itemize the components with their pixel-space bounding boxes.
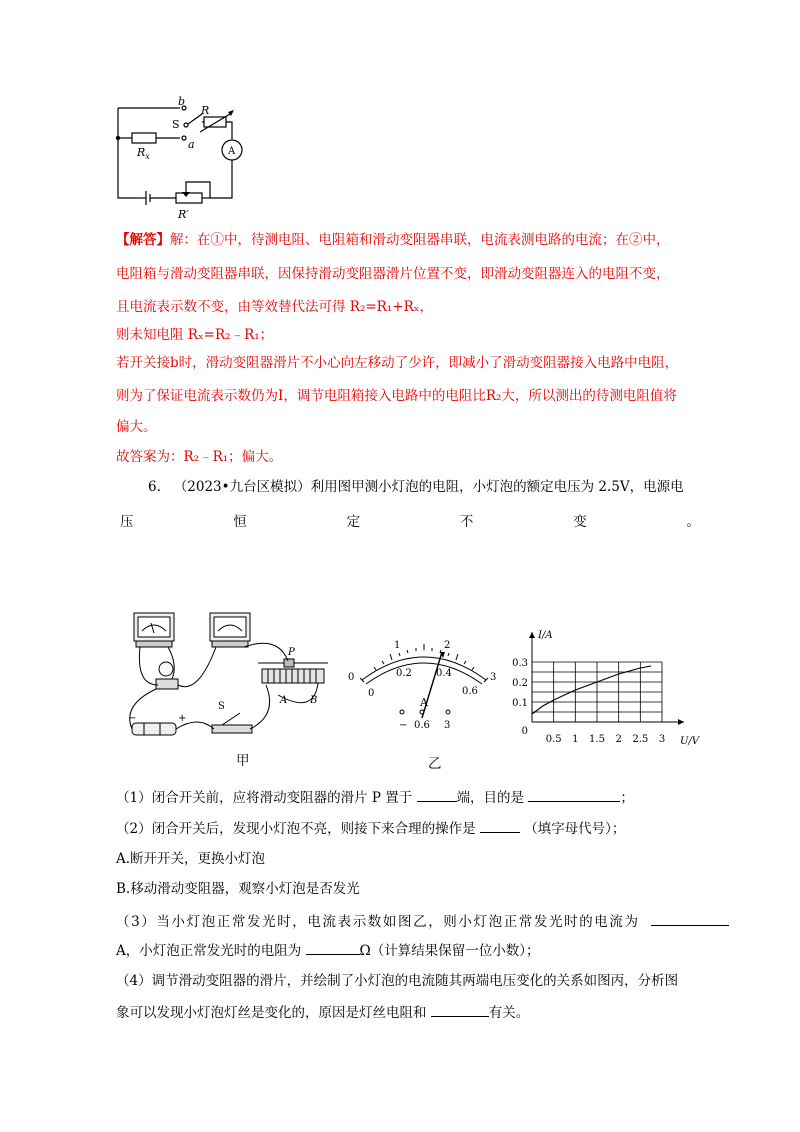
q4-text-b: 象可以发现小灯泡灯丝是变化的，原因是灯丝电阻和 <box>116 1005 427 1021</box>
question-6-line-2 <box>120 510 700 530</box>
q1-text-b: 端，目的是 <box>456 790 525 806</box>
subquestion-1 <box>116 787 634 808</box>
label-s-switch: S <box>218 701 225 712</box>
dial-top-label-3: 3 <box>490 672 497 683</box>
q3-text-c: Ω（计算结果保留一位小数）； <box>359 943 540 959</box>
answer-blank-4[interactable] <box>651 911 729 926</box>
iu-curve <box>532 666 651 714</box>
x-tick-label: 1 <box>572 734 579 745</box>
label-plus: + <box>178 713 187 724</box>
y-tick-label: 0.3 <box>512 658 528 669</box>
x-axis-label: U/V <box>680 736 700 747</box>
q6-char: 不 <box>459 514 474 530</box>
question-number: 6. <box>148 479 161 495</box>
label-rprime: R′ <box>178 208 189 221</box>
y-axis-label: I/A <box>538 630 553 641</box>
option-b: B.移动滑动变阻器，观察小灯泡是否发光 <box>116 881 360 897</box>
q4-text-c: 有关。 <box>488 1005 530 1021</box>
answer-line-3: 且电流表示数不变，由等效替代法可得 R₂=R₁+Rₓ， <box>116 299 433 315</box>
terminal-3: 3 <box>444 720 451 731</box>
answer-tag: 【解答】 <box>116 232 170 248</box>
x-tick-label: 2.5 <box>632 734 649 745</box>
figure-yi-ammeter-dial <box>344 632 504 732</box>
q6-char: 。 <box>686 514 700 530</box>
answer-line-4: 则未知电阻 Rₓ=R₂﹣R₁； <box>116 327 274 343</box>
dial-unit: A <box>420 696 428 709</box>
label-b-terminal: B <box>310 695 318 706</box>
dial-top-label-1: 1 <box>394 640 401 651</box>
q1-text-c: ； <box>620 790 634 806</box>
label-minus: − <box>128 713 137 724</box>
label-a-terminal: A <box>280 695 288 706</box>
answer-line-7: 偏大。 <box>116 419 157 435</box>
answer-line-6: 则为了保证电流表示数仍为I，调节电阻箱接入电路中的电阻比R₂大，所以测出的待测电阻值将 <box>116 388 677 404</box>
answer-blank-1[interactable] <box>417 787 457 802</box>
ammeter-label: A <box>228 146 236 157</box>
q2-text-a: （2）闭合开关后，发现小灯泡不亮，则接下来合理的操作是 <box>116 821 476 837</box>
label-p: P <box>288 647 295 658</box>
subquestion-3-line-2 <box>116 940 540 961</box>
answer-line-5: 若开关接b时，滑动变阻器滑片不小心向左移动了少许，即减小了滑动变阻器接入电路中电阻， <box>116 355 679 371</box>
answer-blank-5[interactable] <box>306 940 360 955</box>
label-s: S <box>172 118 180 131</box>
terminal-0-6: 0.6 <box>414 720 430 731</box>
answer-blank-6[interactable] <box>431 1002 489 1017</box>
x-tick-label: 2 <box>615 734 622 745</box>
label-b: b <box>178 95 186 108</box>
subquestion-4-line-2 <box>116 1002 529 1023</box>
q2-text-b: （填字母代号）； <box>524 821 626 837</box>
q6-char: 压 <box>120 514 134 530</box>
dial-bottom-label-3: 0.6 <box>462 686 478 697</box>
q3-text-a: （3）当小灯泡正常发光时，电流表示数如图乙，则小灯泡正常发光时的电流为 <box>116 914 640 930</box>
q6-char: 定 <box>346 514 361 530</box>
x-tick-label: 1.5 <box>589 734 605 745</box>
terminal-minus: − <box>399 720 408 731</box>
dial-bottom-label-2: 0.4 <box>436 668 452 679</box>
caption-yi: 乙 <box>428 756 442 772</box>
figure-bing-iu-graph <box>506 622 706 752</box>
subquestion-4-line-1: （4）调节滑动变阻器的滑片，并绘制了小灯泡的电流随其两端电压变化的关系如图丙，分析图 <box>116 973 679 989</box>
label-r: R <box>201 104 210 117</box>
x-tick-label: 3 <box>658 734 666 745</box>
circuit-diagram-substitution <box>110 92 250 222</box>
question-6-line-1 <box>148 477 684 497</box>
option-a: A.断开开关，更换小灯泡 <box>116 851 266 867</box>
y-tick-label: 0.2 <box>512 678 528 689</box>
answer-blank-3[interactable] <box>480 818 520 833</box>
dial-bottom-label-0: 0 <box>368 688 375 699</box>
answer-blank-2[interactable] <box>528 787 620 802</box>
answer-line-1 <box>116 230 670 250</box>
caption-jia: 甲 <box>236 753 250 769</box>
label-rx: $R_x$ <box>137 146 150 161</box>
answer-line-8: 故答案为：R₂﹣R₁；偏大。 <box>116 449 283 465</box>
subquestion-3-line-1 <box>116 911 729 932</box>
dial-bottom-label-1: 0.2 <box>396 668 412 679</box>
y-axis-arrow <box>529 632 535 638</box>
x-axis-arrow <box>678 719 684 725</box>
q6-char: 恒 <box>233 514 247 530</box>
y-tick-label: 0.1 <box>512 698 528 709</box>
q6-char: 变 <box>573 514 587 530</box>
q1-text-a: （1）闭合开关前，应将滑动变阻器的滑片 P 置于 <box>116 790 413 806</box>
answer-line-1-text: 解：在①中，待测电阻、电阻箱和滑动变阻器串联，电流表测电路的电流；在②中， <box>170 232 670 248</box>
label-a: a <box>188 138 195 151</box>
origin-label: 0 <box>521 726 528 737</box>
q3-text-b: A，小灯泡正常发光时的电阻为 <box>116 943 302 959</box>
answer-line-2: 电阻箱与滑动变阻器串联，因保持滑动变阻器滑片位置不变，即滑动变阻器连入的电阻不变， <box>116 266 670 282</box>
dial-top-label-0: 0 <box>348 672 355 683</box>
figure-jia-apparatus <box>118 605 344 745</box>
subquestion-2 <box>116 818 625 839</box>
question-6-text: （2023•九台区模拟）利用图甲测小灯泡的电阻，小灯泡的额定电压为 2.5V，电源电 <box>173 479 684 495</box>
x-tick-label: 0.5 <box>545 734 562 745</box>
dial-top-label-2: 2 <box>444 640 451 651</box>
